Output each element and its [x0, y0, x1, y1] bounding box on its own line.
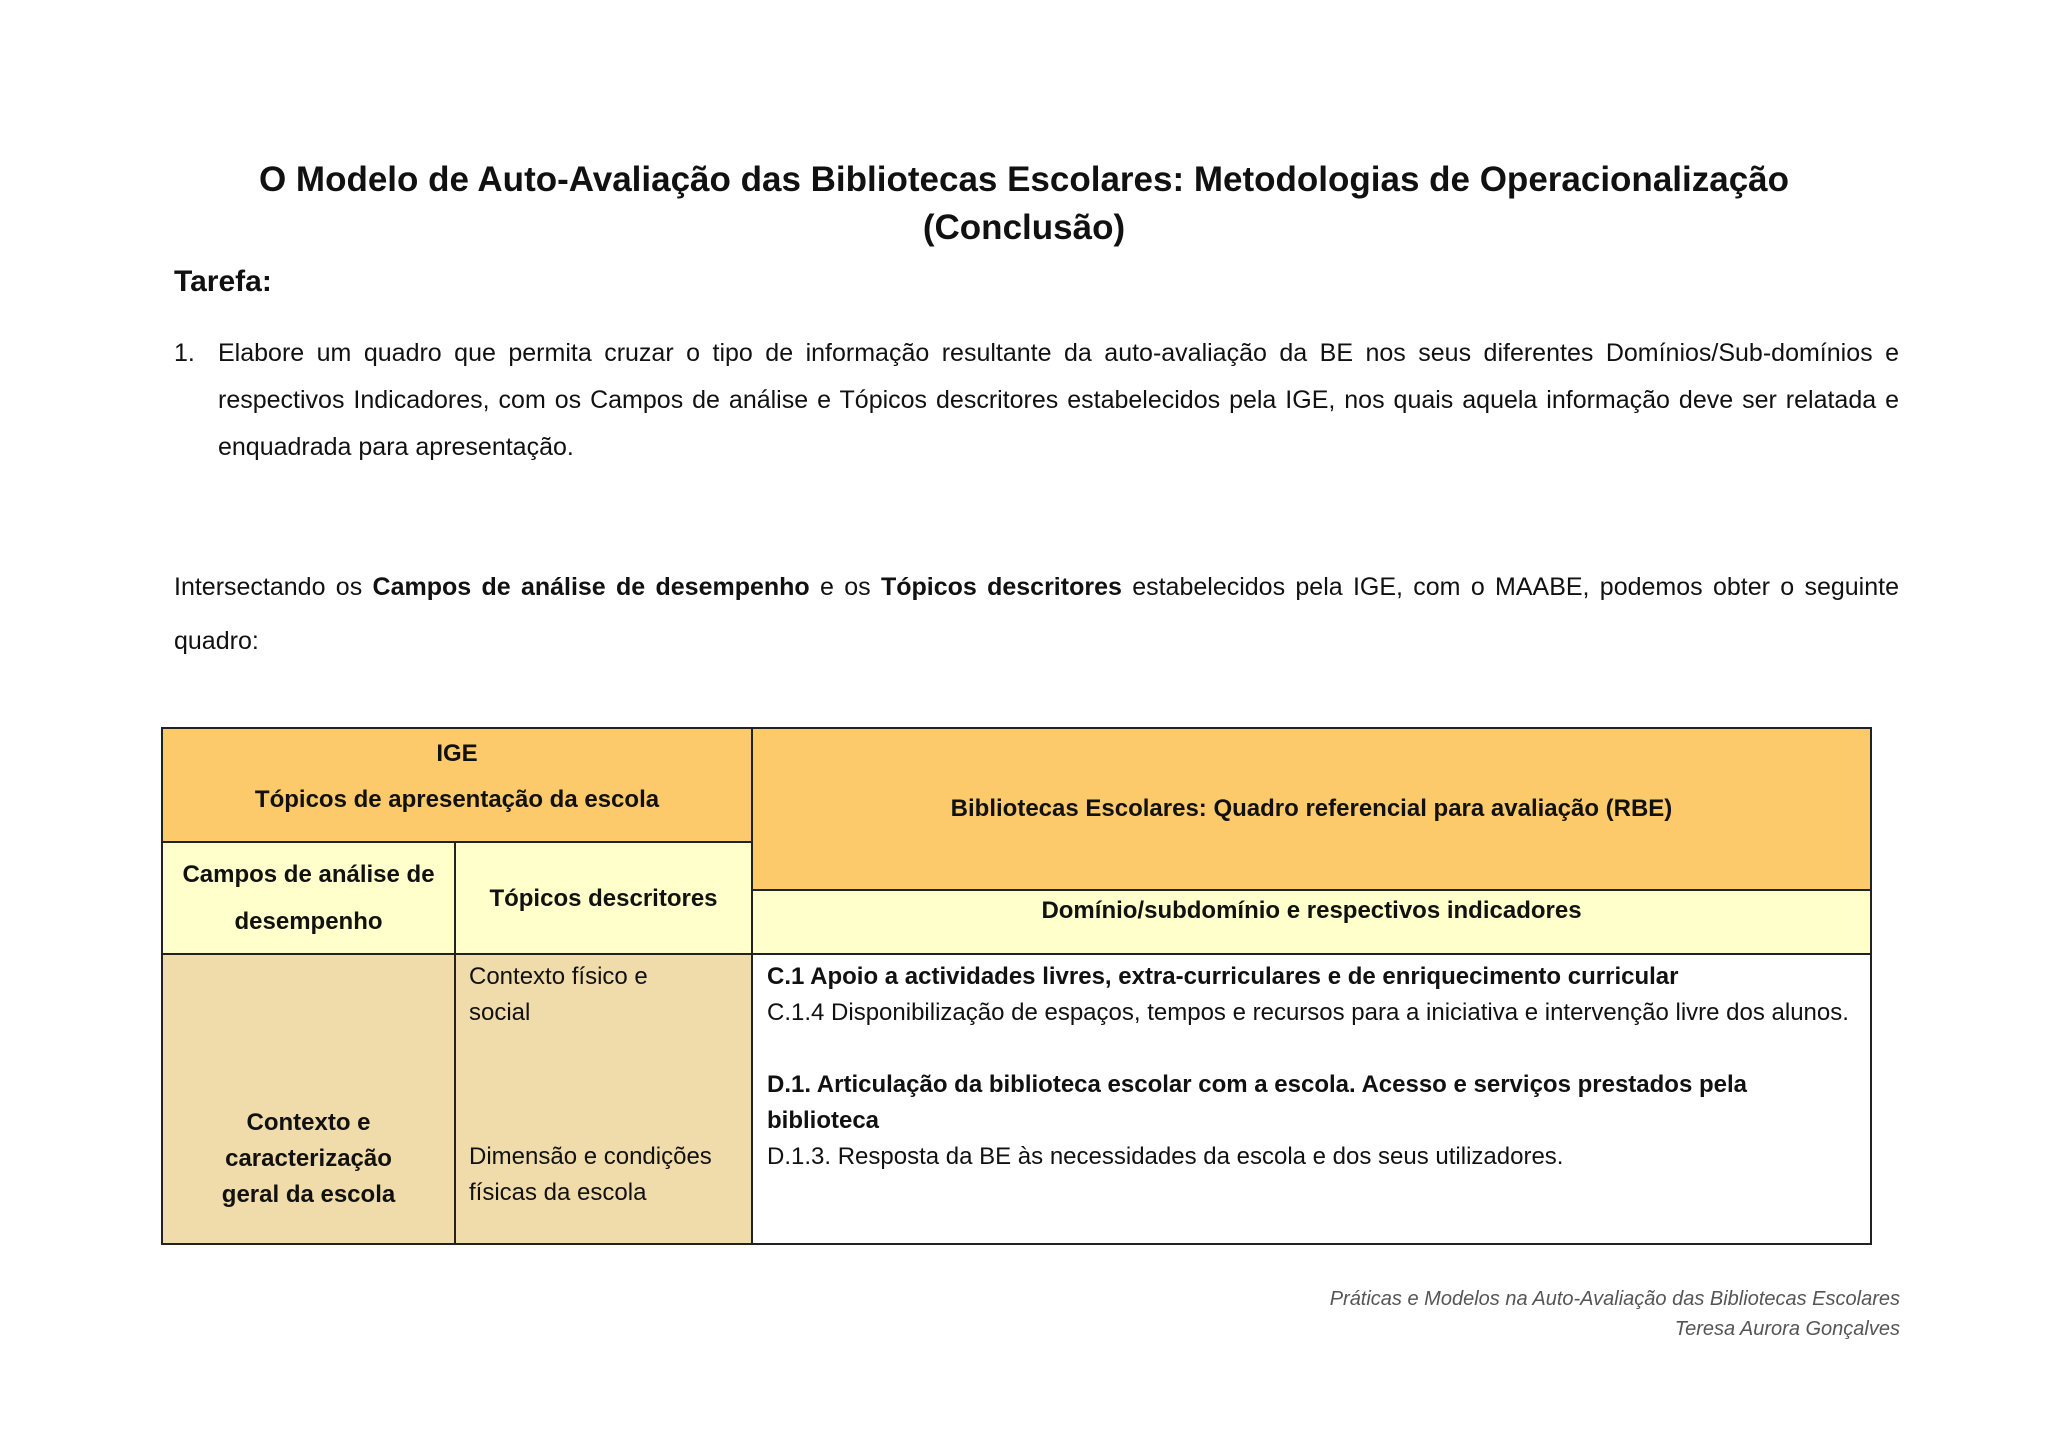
spacer	[767, 1031, 1856, 1067]
page-title-line1: O Modelo de Auto-Avaliação das Bibliotecas Escolares: Metodologias de Operacionalização	[258, 160, 1790, 199]
task-text: Elabore um quadro que permita cruzar o tipo de informação resultante da auto-avaliação da BE nos seus diferentes Domínios/Sub-domínios e respectivos Indicadores, com os Campos de análise e Tópicos descritores estabelecidos pela IGE, nos quais aquela informação deve ser relatada e enquadrada para apresentação.	[218, 339, 1899, 461]
intro-text-2: e os	[809, 573, 881, 601]
rbe-header-text: Bibliotecas Escolares: Quadro referencial para avaliação (RBE)	[950, 795, 1673, 822]
topicos-header-cell	[455, 842, 752, 954]
indicator-c1-4: C.1.4 Disponibilização de espaços, tempos e recursos para a iniciativa e intervenção livre dos alunos.	[767, 999, 1849, 1026]
topico1-line2: social	[469, 999, 531, 1026]
ige-header-cell	[162, 728, 752, 842]
topico2-line1: Dimensão e condições	[469, 1143, 712, 1170]
topico2-line2: físicas da escola	[469, 1179, 647, 1206]
task-item	[174, 330, 1899, 471]
dominio-cell	[752, 954, 1871, 1244]
intro-bold-campos: Campos de análise de desempenho	[372, 573, 810, 601]
campo-cell-contexto	[162, 954, 455, 1244]
campos-header-cell	[162, 842, 455, 954]
intro-text-1: Intersectando os	[174, 573, 373, 601]
footer-line1: Práticas e Modelos na Auto-Avaliação das Bibliotecas Escolares	[1329, 1288, 1900, 1310]
ige-header-subtitle: Tópicos de apresentação da escola	[254, 786, 660, 813]
ige-header-title: IGE	[436, 740, 478, 767]
campos-header-line2: desempenho	[234, 908, 383, 935]
task-heading: Tarefa:	[174, 265, 272, 298]
topicos-header-text: Tópicos descritores	[489, 884, 718, 912]
indicator-c1-heading: C.1 Apoio a actividades livres, extra-curriculares e de enriquecimento curricular	[767, 963, 1679, 990]
page-title	[174, 156, 1874, 252]
indicator-d1-heading: D.1. Articulação da biblioteca escolar com a escola. Acesso e serviços prestados pela biblioteca	[767, 1071, 1747, 1134]
intro-bold-topicos: Tópicos descritores	[880, 573, 1122, 601]
campos-header-line1: Campos de análise de	[182, 861, 435, 888]
intro-text-3: estabelecidos pela IGE, com o MAABE, podemos obter o seguinte quadro:	[174, 573, 1899, 655]
campo-line3: geral da escola	[221, 1181, 396, 1208]
topico-contexto-fisico	[469, 959, 749, 1031]
page-title-line2: (Conclusão)	[922, 208, 1126, 247]
dominio-header-text: Domínio/subdomínio e respectivos indicadores	[1041, 897, 1582, 924]
intro-paragraph	[174, 560, 1899, 668]
topico-dimensao-condicoes	[469, 1139, 749, 1211]
crossing-table	[161, 727, 1872, 1245]
campo-line2: caracterização	[225, 1145, 392, 1172]
footer-author: Teresa Aurora Gonçalves	[1674, 1318, 1900, 1340]
dominio-header-cell	[752, 890, 1871, 954]
page-footer	[1330, 1284, 1900, 1344]
rbe-header-cell	[752, 728, 1871, 890]
campo-line1: Contexto e	[246, 1109, 371, 1136]
topicos-cell	[455, 954, 752, 1244]
topico1-line1: Contexto físico e	[469, 963, 648, 990]
task-number: 1.	[174, 339, 195, 367]
indicator-d1-3: D.1.3. Resposta da BE às necessidades da escola e dos seus utilizadores.	[767, 1143, 1564, 1170]
